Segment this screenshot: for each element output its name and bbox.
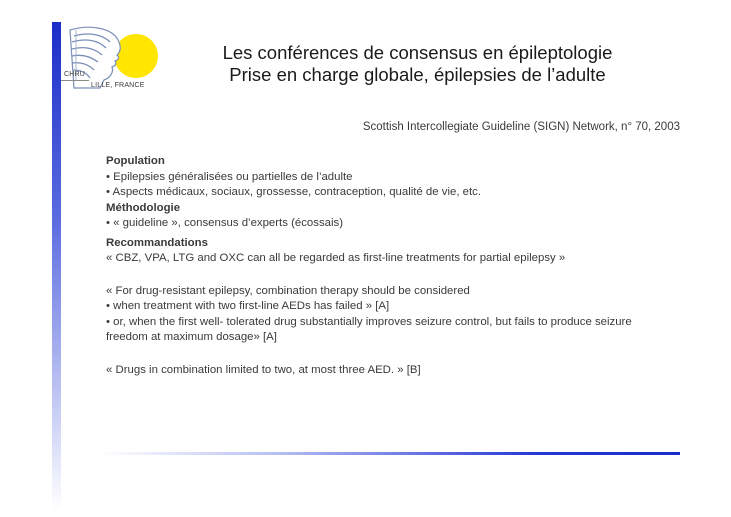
recommendation-quote-combination-item: • when treatment with two first-line AEDs has failed » [A] (106, 300, 390, 312)
slide-title (150, 42, 685, 86)
methodology-item: • « guideline », consensus d’experts (écossais) (106, 217, 343, 229)
logo-divider (61, 80, 89, 81)
logo-lille-text: LILLE, FRANCE (91, 82, 145, 89)
face-profile-shape (70, 27, 120, 88)
recommendation-quote-combination-intro: « For drug-resistant epilepsy, combination therapy should be considered (106, 284, 470, 297)
population-item: • Epilepsies généralisées ou partielles de l’adulte (106, 170, 353, 183)
bottom-divider (100, 452, 680, 455)
source-reference: Scottish Intercollegiate Guideline (SIGN) Network, n° 70, 2003 (362, 121, 680, 133)
recommendation-quote-combination-item: • or, when the first well- tolerated drug substantially improves seizure control, but fails to produce seizure freedom at maximum dosage» [A] (106, 315, 632, 343)
recommendations-heading: Recommandations (106, 236, 208, 249)
recommendation-quote-first-line: « CBZ, VPA, LTG and OXC can all be regarded as first-line treatments for partial epilepsy » (106, 252, 566, 264)
left-accent-bar (52, 22, 61, 510)
population-heading: Population (106, 155, 165, 167)
slide-body (106, 154, 666, 378)
recommendation-quote-limit: « Drugs in combination limited to two, at most three AED. » [B] (106, 363, 421, 376)
methodology-heading: Méthodologie (106, 201, 181, 214)
title-line-1: Les conférences de consensus en épileptologie (222, 42, 613, 63)
title-line-2: Prise en charge globale, épilepsies de l’adulte (229, 64, 606, 85)
logo-chru-text: CHRU (64, 71, 86, 78)
population-item: • Aspects médicaux, sociaux, grossesse, contraception, qualité de vie, etc. (106, 186, 482, 198)
